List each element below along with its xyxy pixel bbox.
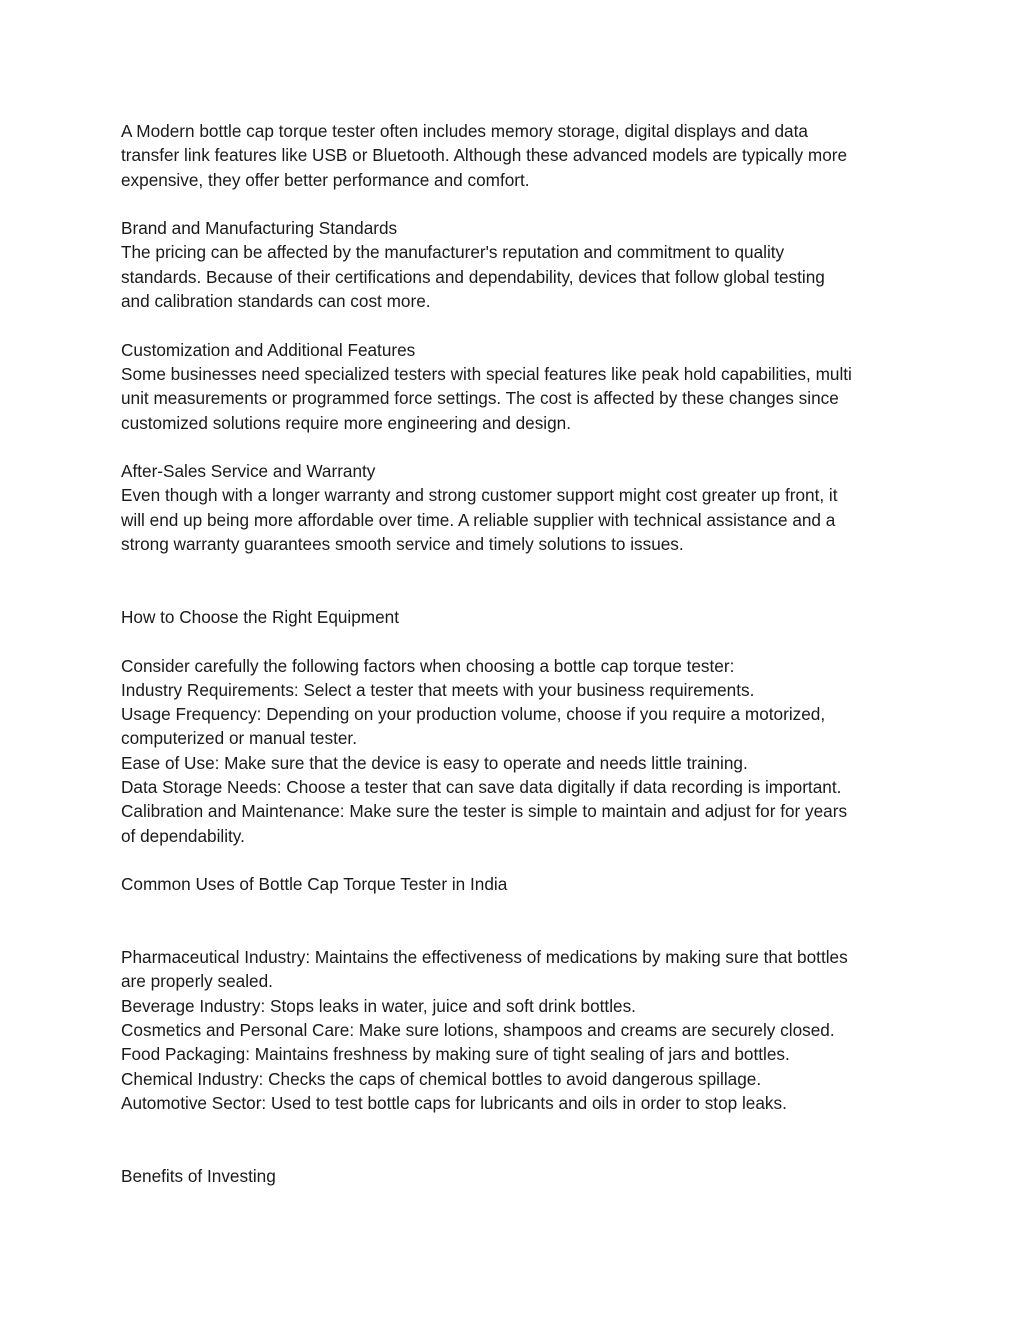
aftersales-heading: After-Sales Service and Warranty xyxy=(121,461,376,482)
uses-heading: Common Uses of Bottle Cap Torque Tester in India xyxy=(121,874,508,895)
paragraph-gap xyxy=(121,921,921,945)
document-body xyxy=(121,119,921,1188)
uses-line: Automotive Sector: Used to test bottle caps for lubricants and oils in order to stop leaks. xyxy=(121,1092,787,1113)
choose-line: Usage Frequency: Depending on your production volume, choose if you require a motorized, xyxy=(121,704,826,725)
uses-line: are properly sealed. xyxy=(121,971,273,992)
choose-line: of dependability. xyxy=(121,825,245,846)
paragraph-gap xyxy=(121,192,921,216)
paragraph-gap xyxy=(121,1115,921,1139)
paragraph-gap xyxy=(121,556,921,580)
paragraph-gap xyxy=(121,629,921,653)
choose-heading: How to Choose the Right Equipment xyxy=(121,606,400,627)
paragraph-gap xyxy=(121,897,921,921)
choose-line: Industry Requirements: Select a tester that meets with your business requirements. xyxy=(121,679,755,700)
paragraph-gap xyxy=(121,848,921,872)
choose-line: Calibration and Maintenance: Make sure the tester is simple to maintain and adjust for for years xyxy=(121,801,848,822)
customization-line: Some businesses need specialized testers with special features like peak hold capabilities, multi xyxy=(121,363,852,384)
brand-line: The pricing can be affected by the manufacturer's reputation and commitment to quality xyxy=(121,242,785,263)
intro-line: expensive, they offer better performance and comfort. xyxy=(121,169,530,190)
choose-line: Consider carefully the following factors when choosing a bottle cap torque tester: xyxy=(121,655,735,676)
intro-line: A Modern bottle cap torque tester often includes memory storage, digital displays and data xyxy=(121,121,808,141)
uses-line: Beverage Industry: Stops leaks in water, juice and soft drink bottles. xyxy=(121,995,636,1016)
uses-line: Chemical Industry: Checks the caps of chemical bottles to avoid dangerous spillage. xyxy=(121,1068,762,1089)
aftersales-line: Even though with a longer warranty and strong customer support might cost greater up front, it xyxy=(121,485,838,506)
brand-line: standards. Because of their certifications and dependability, devices that follow global testing xyxy=(121,266,825,287)
uses-line: Cosmetics and Personal Care: Make sure lotions, shampoos and creams are securely closed. xyxy=(121,1019,835,1040)
customization-line: unit measurements or programmed force settings. The cost is affected by these changes since xyxy=(121,388,839,409)
paragraph-gap xyxy=(121,435,921,459)
aftersales-line: will end up being more affordable over time. A reliable supplier with technical assistance and a xyxy=(121,509,836,530)
paragraph-gap xyxy=(121,313,921,337)
customization-line: customized solutions require more engineering and design. xyxy=(121,412,572,433)
brand-heading: Brand and Manufacturing Standards xyxy=(121,218,398,239)
customization-heading: Customization and Additional Features xyxy=(121,339,416,360)
choose-line: computerized or manual tester. xyxy=(121,728,357,749)
choose-line: Ease of Use: Make sure that the device is easy to operate and needs little training. xyxy=(121,752,748,773)
paragraph-gap xyxy=(121,581,921,605)
intro-line: transfer link features like USB or Bluetooth. Although these advanced models are typically more xyxy=(121,145,848,166)
aftersales-line: strong warranty guarantees smooth service and timely solutions to issues. xyxy=(121,534,684,555)
benefits-heading: Benefits of Investing xyxy=(121,1165,276,1186)
brand-line: and calibration standards can cost more. xyxy=(121,291,431,312)
uses-line: Pharmaceutical Industry: Maintains the effectiveness of medications by making sure that bottles xyxy=(121,947,848,968)
paragraph-gap xyxy=(121,1139,921,1163)
choose-line: Data Storage Needs: Choose a tester that can save data digitally if data recording is important. xyxy=(121,777,842,798)
uses-line: Food Packaging: Maintains freshness by making sure of tight sealing of jars and bottles. xyxy=(121,1044,790,1065)
